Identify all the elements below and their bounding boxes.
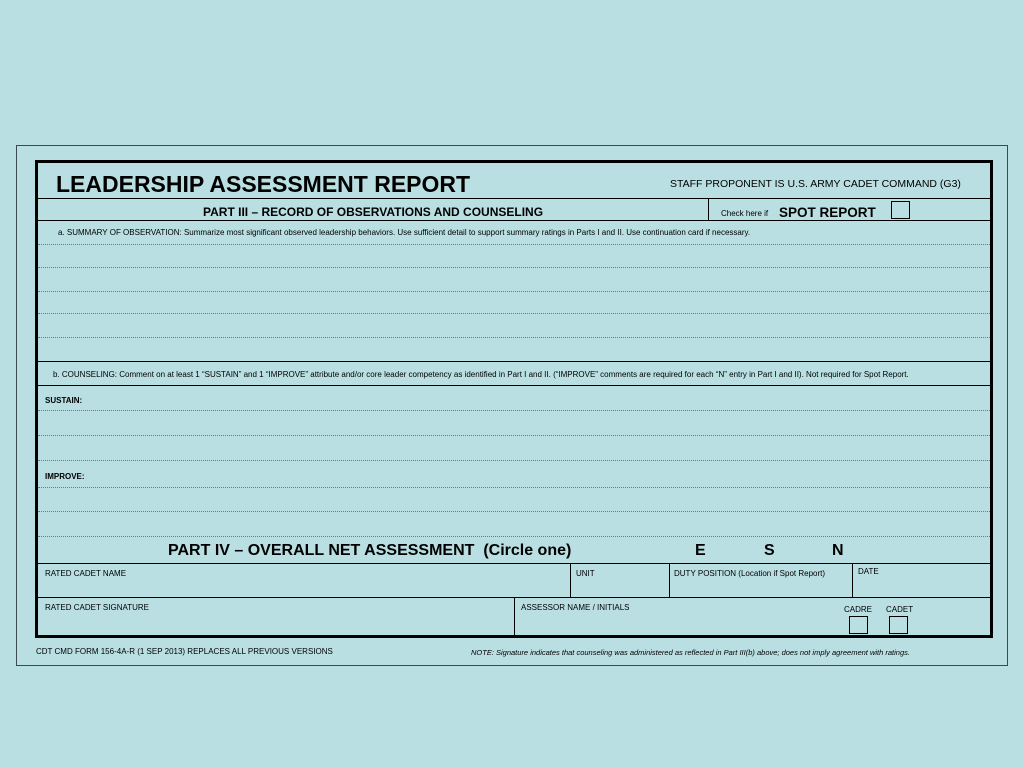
assessor-name-label: ASSESSOR NAME / INITIALS [521,603,630,612]
writing-line[interactable] [38,460,990,461]
divider [38,563,990,564]
writing-line[interactable] [38,435,990,436]
writing-line[interactable] [38,244,990,245]
divider [38,220,990,221]
part3-title: PART III – RECORD OF OBSERVATIONS AND COUNSELING [203,205,544,219]
date-label: DATE [858,567,879,576]
writing-line[interactable] [38,536,990,537]
duty-position-label: DUTY POSITION (Location if Spot Report) [674,569,826,578]
divider [708,198,709,220]
writing-line[interactable] [38,267,990,268]
spot-report-label: SPOT REPORT [779,205,876,220]
signature-note: NOTE: Signature indicates that counseling was administered as reflected in Part III(b) above; does not imply agreement with ratings. [471,648,910,657]
form-id: CDT CMD FORM 156-4A-R (1 SEP 2013) REPLACES ALL PREVIOUS VERSIONS [36,647,333,656]
circle-one-label: (Circle one) [483,542,572,559]
writing-line[interactable] [38,313,990,314]
part4-title [168,542,571,560]
divider [38,385,990,386]
divider [669,563,670,597]
cadet-checkbox[interactable] [889,616,908,634]
writing-line[interactable] [38,487,990,488]
counseling-instruction: b. COUNSELING: Comment on at least 1 “SUSTAIN” and 1 “IMPROVE” attribute and/or core leader competency as identified in Part I and II. (“IMPROVE” comments are required for each “N” entry in Part I and II). Not required for Spot Report. [53,370,909,379]
divider [852,563,853,597]
check-here-label: Check here if [721,209,769,218]
writing-line[interactable] [38,291,990,292]
rating-option-e[interactable]: E [695,542,706,559]
assessment-form [35,160,993,638]
improve-label: IMPROVE: [45,472,85,481]
writing-line[interactable] [38,410,990,411]
writing-line[interactable] [38,337,990,338]
form-title: LEADERSHIP ASSESSMENT REPORT [56,171,471,197]
rating-option-n[interactable]: N [832,542,844,559]
sustain-label: SUSTAIN: [45,396,83,405]
spot-report-checkbox[interactable] [891,201,910,219]
summary-instruction: a. SUMMARY OF OBSERVATION: Summarize most significant observed leadership behaviors. Use sufficient detail to support summary ratings in Parts I and II. Use continuation card if necessary. [58,228,751,237]
divider [570,563,571,597]
cadre-checkbox[interactable] [849,616,868,634]
divider [514,597,515,638]
cadet-label: CADET [886,605,914,614]
divider [38,198,990,199]
writing-line[interactable] [38,511,990,512]
cadre-label: CADRE [844,605,873,614]
staff-proponent: STAFF PROPONENT IS U.S. ARMY CADET COMMAND (G3) [670,178,961,190]
rated-cadet-signature-label: RATED CADET SIGNATURE [45,603,150,612]
unit-label: UNIT [576,569,595,578]
rated-cadet-name-label: RATED CADET NAME [45,569,127,578]
divider [38,361,990,362]
rating-option-s[interactable]: S [764,542,775,559]
part4-title-text: PART IV – OVERALL NET ASSESSMENT [168,542,475,559]
